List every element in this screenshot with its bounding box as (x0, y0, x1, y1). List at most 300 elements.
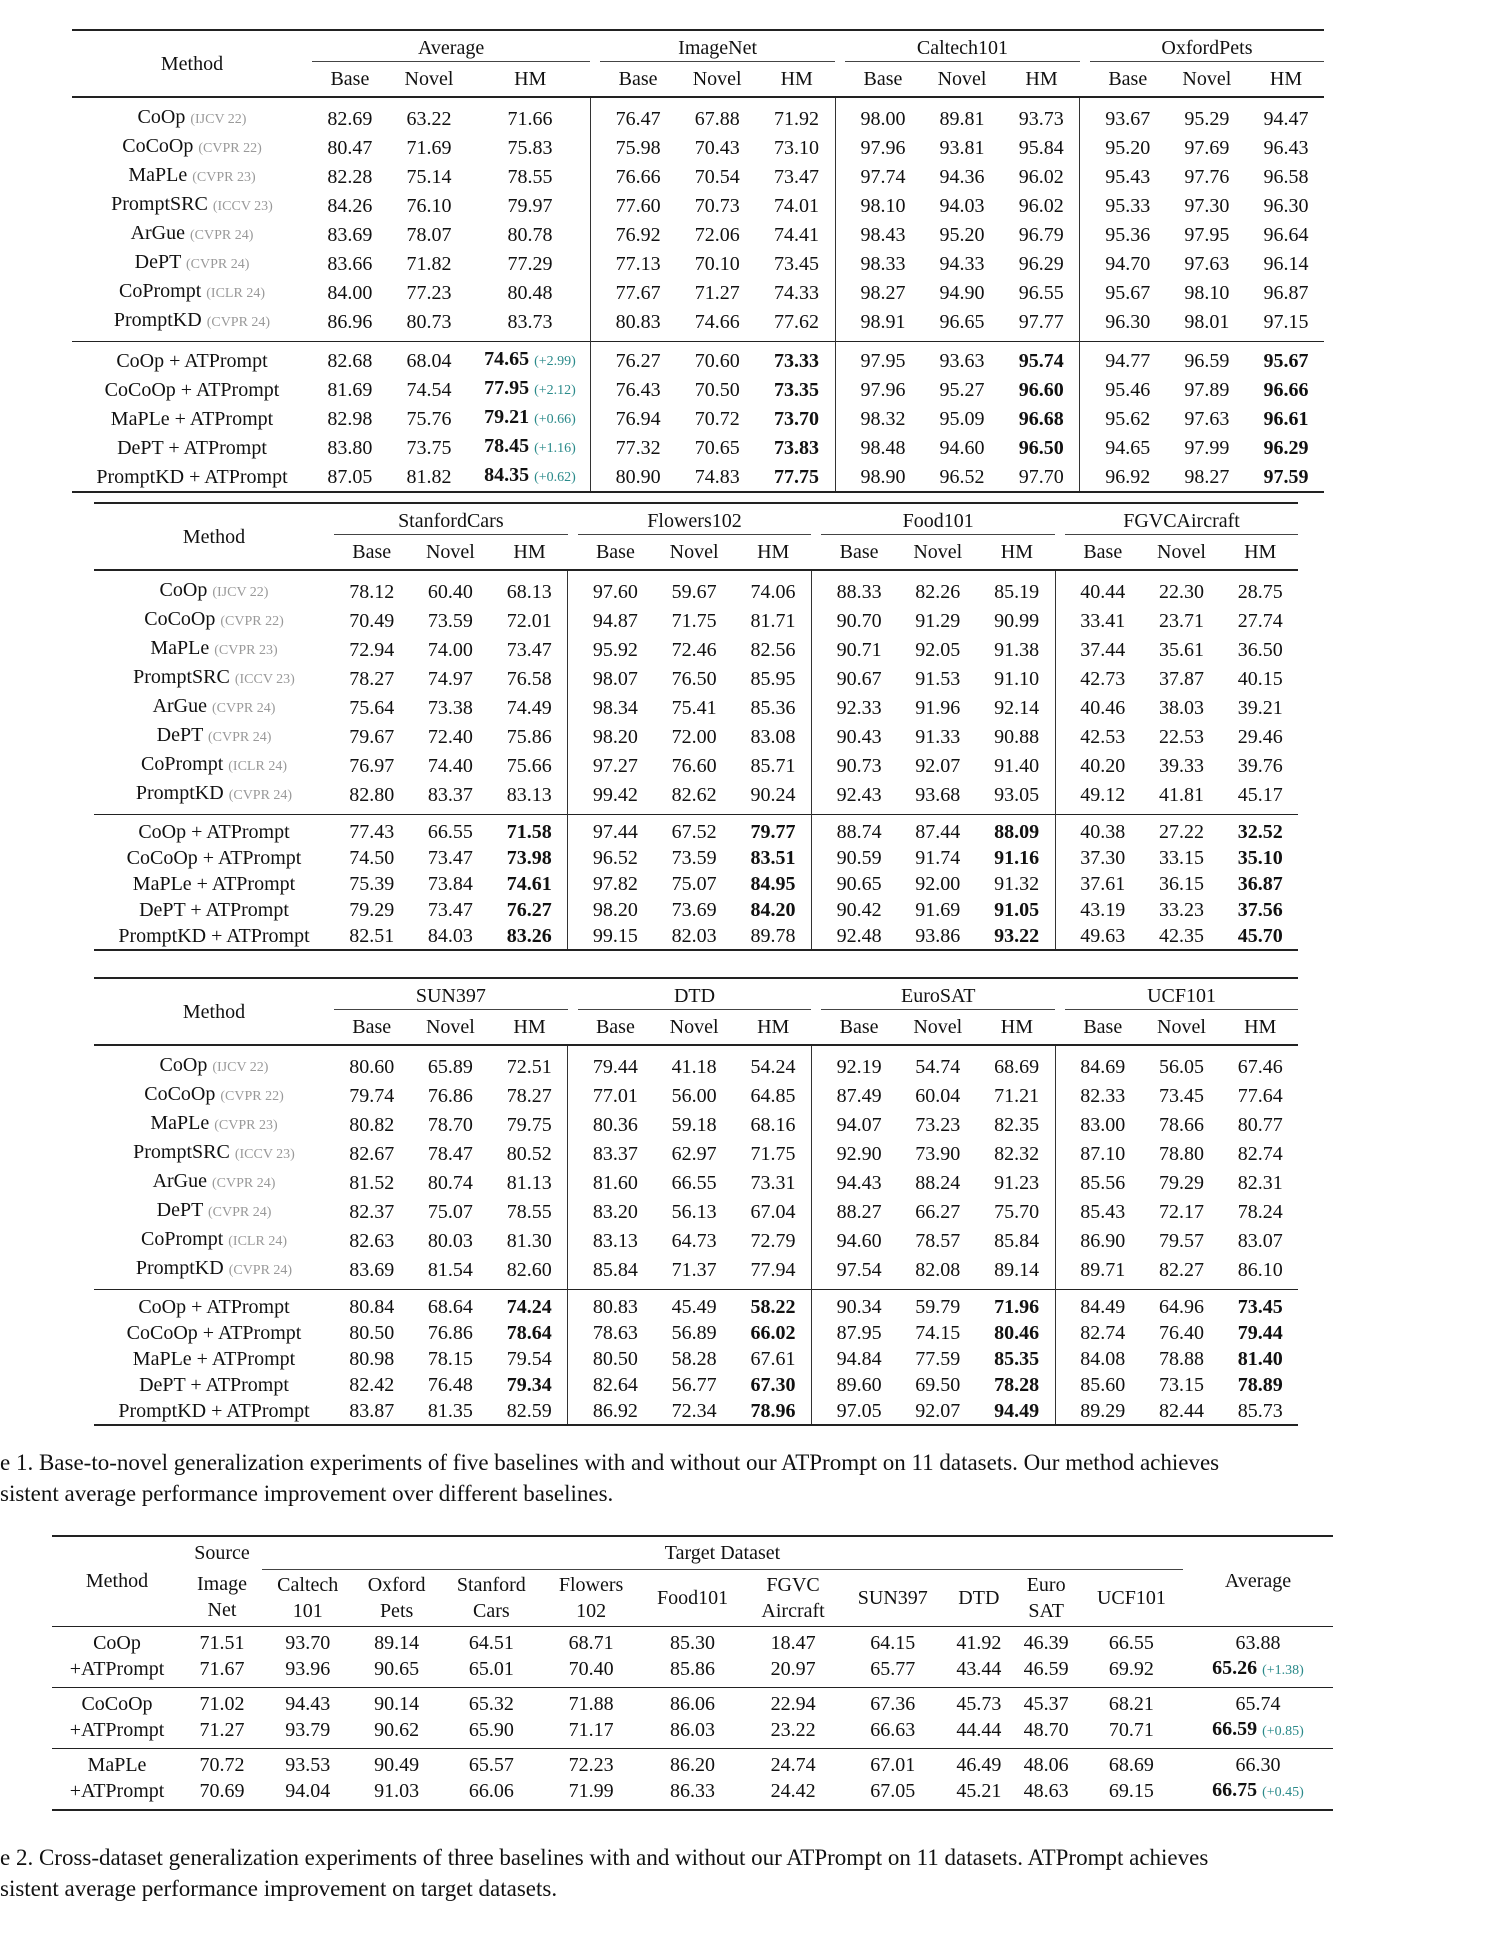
value-cell: 92.07 (915, 754, 961, 777)
value-cell (845, 375, 921, 404)
value-cell: 96.30 (1263, 194, 1309, 217)
value-cell: 85.56 (1080, 1171, 1126, 1194)
method-cell (94, 1045, 334, 1081)
table-row (94, 1139, 1298, 1168)
value-cell: 74.40 (427, 754, 473, 777)
value: 96.52 (592, 847, 638, 869)
venue-label: (CVPR 24) (207, 730, 272, 745)
value: 92.07 (915, 1400, 961, 1422)
table-row (72, 191, 1324, 220)
value-cell (1248, 404, 1324, 433)
value-cell: 92.19 (836, 1055, 882, 1078)
column-header (840, 1569, 945, 1626)
gap (568, 751, 578, 780)
gain-label: (+0.85) (1262, 1723, 1304, 1739)
method-cell (72, 278, 312, 307)
value-cell (1141, 871, 1223, 897)
value: 68.64 (427, 1296, 473, 1318)
value: 95.62 (1105, 407, 1151, 430)
gap (835, 133, 845, 162)
table-row-ours (52, 1656, 1333, 1688)
gap (811, 1197, 821, 1226)
table-row-ours (94, 1346, 1298, 1372)
value-cell: 73.45 (1158, 1084, 1204, 1107)
value-cell: 22.30 (1158, 580, 1204, 603)
metric-header-novel: Novel (409, 1010, 491, 1046)
gap (1055, 1139, 1065, 1168)
value: 83.26 (506, 925, 552, 947)
venue-label: (ICCV 23) (234, 672, 295, 687)
value-cell (735, 897, 811, 923)
value-cell (758, 462, 835, 492)
value-cell (735, 871, 811, 897)
value-cell: 70.49 (349, 609, 395, 632)
gap (568, 693, 578, 722)
metric-header-hm: HM (470, 62, 590, 98)
value-cell: 79.29 (1158, 1171, 1204, 1194)
venue-label: (CVPR 22) (198, 141, 262, 156)
value-cell: 73.47 (506, 638, 552, 661)
value: 74.54 (406, 378, 452, 401)
table-row-ours (72, 462, 1324, 492)
value-cell: 97.30 (1184, 194, 1230, 217)
value-cell: 97.27 (592, 754, 638, 777)
method-cell: CoCoOp (81, 1692, 153, 1715)
value-cell (491, 1372, 567, 1398)
value-cell: 20.97 (746, 1656, 841, 1688)
value-cell (653, 897, 735, 923)
table-row (72, 278, 1324, 307)
gap (1055, 1346, 1065, 1372)
value-cell: 75.14 (406, 165, 452, 188)
value: 95.46 (1105, 378, 1151, 401)
value-cell: 59.67 (671, 580, 717, 603)
value-cell: 78.24 (1237, 1200, 1283, 1223)
venue-label: (CVPR 24) (185, 257, 250, 272)
value-cell: 97.54 (836, 1258, 882, 1281)
value-cell: 95.84 (1018, 136, 1064, 159)
value-cell: 73.23 (915, 1113, 961, 1136)
value-cell (1222, 897, 1298, 923)
metric-header-base: Base (600, 62, 676, 98)
gap (1055, 815, 1065, 846)
method-cell (94, 606, 334, 635)
value-cell: 97.77 (1018, 310, 1064, 333)
value-cell: 73.47 (773, 165, 819, 188)
method-cell (72, 249, 312, 278)
value-cell: 40.15 (1237, 667, 1283, 690)
value-cell (979, 815, 1055, 846)
value-cell (735, 845, 811, 871)
gap (568, 1045, 578, 1081)
value: 96.60 (1018, 378, 1064, 401)
value-cell: 95.33 (1105, 194, 1151, 217)
value-cell: 85.95 (750, 667, 796, 690)
value: 86.92 (592, 1400, 638, 1422)
metric-header-novel: Novel (676, 62, 758, 98)
gap (1055, 693, 1065, 722)
gap (1080, 462, 1090, 492)
gap (568, 1010, 578, 1046)
value: 90.42 (836, 899, 882, 921)
gap (568, 978, 578, 1010)
metric-header-hm: HM (491, 1010, 567, 1046)
value: 94.65 (1105, 436, 1151, 459)
method-cell: +ATPrompt (52, 1778, 182, 1810)
value-cell: 94.36 (939, 165, 985, 188)
value-cell (312, 404, 388, 433)
gain-label: (+0.62) (534, 470, 576, 485)
value-cell: 82.33 (1080, 1084, 1126, 1107)
header-row-columns (52, 1569, 1333, 1626)
value-cell (334, 1398, 409, 1425)
value-cell (897, 1320, 979, 1346)
value-cell: 77.67 (615, 281, 661, 304)
value-cell: 87.10 (1080, 1142, 1126, 1165)
value-cell: 45.73 (956, 1692, 1002, 1715)
metric-header-novel: Novel (1141, 535, 1223, 571)
value-cell: 82.80 (349, 783, 395, 806)
value-cell (897, 871, 979, 897)
value-cell: 28.75 (1237, 580, 1283, 603)
value-cell: 22.94 (770, 1692, 816, 1715)
value: 96.29 (1263, 436, 1309, 459)
value-cell: 91.96 (915, 696, 961, 719)
value-cell (470, 462, 590, 492)
header-row-datasets (72, 30, 1324, 62)
method-name: CoOp (159, 579, 208, 601)
dataset-header: UCF101 (1065, 978, 1298, 1010)
average-value: 66.59 (1212, 1717, 1258, 1740)
dataset-header: SUN397 (334, 978, 568, 1010)
gap (568, 635, 578, 664)
value: 93.22 (994, 925, 1040, 947)
value-cell: 90.43 (836, 725, 882, 748)
value-cell: 99.42 (592, 783, 638, 806)
table-row (94, 606, 1298, 635)
value-cell: 79.74 (349, 1084, 395, 1107)
value-cell (409, 815, 491, 846)
value-cell: 94.90 (939, 281, 985, 304)
method-cell (72, 97, 312, 133)
value-cell (758, 433, 835, 462)
value: 98.32 (860, 407, 906, 430)
value-cell (1141, 923, 1223, 950)
value-cell: 76.47 (615, 107, 661, 130)
value-cell: 91.33 (915, 725, 961, 748)
value-cell: 82.63 (349, 1229, 395, 1252)
value-cell (312, 462, 388, 492)
value-cell: 78.07 (406, 223, 452, 246)
value-cell: 80.73 (406, 310, 452, 333)
method-cell: MaPLe + ATPrompt (132, 873, 296, 895)
value-cell: 88.24 (915, 1171, 961, 1194)
gap (590, 278, 600, 307)
venue-label: (CVPR 23) (192, 170, 256, 185)
value: 73.15 (1158, 1374, 1204, 1396)
value: 99.15 (592, 925, 638, 947)
value: 71.96 (994, 1296, 1040, 1318)
gap (811, 535, 821, 571)
gap (811, 1255, 821, 1290)
value-cell (979, 1346, 1055, 1372)
value-cell: 70.10 (694, 252, 740, 275)
value-cell: 45.17 (1237, 783, 1283, 806)
method-name: CoCoOp (144, 1083, 216, 1105)
average-header: Average (1183, 1536, 1333, 1626)
value-cell (491, 897, 567, 923)
value-cell: 81.60 (592, 1171, 638, 1194)
gap (835, 307, 845, 342)
value-cell: 90.99 (994, 609, 1040, 632)
value-cell: 54.74 (915, 1055, 961, 1078)
gap (1080, 62, 1090, 98)
value-cell (1248, 342, 1324, 376)
value-cell (758, 342, 835, 376)
value: 98.27 (1184, 465, 1230, 488)
value-cell (758, 375, 835, 404)
value-cell: 94.03 (939, 194, 985, 217)
value-cell: 70.43 (694, 136, 740, 159)
column-header-line: Food101 (656, 1586, 729, 1609)
value-cell: 80.78 (507, 223, 553, 246)
value: 73.83 (773, 436, 819, 459)
value-cell (897, 1372, 979, 1398)
value-cell (600, 433, 676, 462)
value-cell (1003, 375, 1080, 404)
value-cell: 39.21 (1237, 696, 1283, 719)
value: 91.74 (915, 847, 961, 869)
gap (568, 570, 578, 606)
gap (835, 342, 845, 376)
gap (811, 1168, 821, 1197)
value: 78.15 (427, 1348, 473, 1370)
value-cell: 67.46 (1237, 1055, 1283, 1078)
value-cell: 98.01 (1184, 310, 1230, 333)
value-cell: 71.02 (199, 1692, 245, 1715)
value-cell: 45.21 (945, 1778, 1012, 1810)
value-cell: 80.03 (427, 1229, 473, 1252)
gap (1080, 97, 1090, 133)
column-header (639, 1569, 745, 1626)
value: 97.95 (860, 349, 906, 372)
gap (568, 845, 578, 871)
method-name: MaPLe (150, 1112, 210, 1134)
value-cell: 75.41 (671, 696, 717, 719)
value-cell (821, 1346, 896, 1372)
gap (811, 845, 821, 871)
value-cell: 73.38 (427, 696, 473, 719)
value: 78.45 (484, 435, 530, 457)
gap (811, 1320, 821, 1346)
value: 80.84 (349, 1296, 395, 1318)
header-row-top (52, 1536, 1333, 1569)
value-cell (388, 404, 470, 433)
gap (1055, 897, 1065, 923)
value-cell (1090, 404, 1166, 433)
value: 73.59 (671, 847, 717, 869)
value-cell (821, 897, 896, 923)
value-cell (600, 404, 676, 433)
column-header (262, 1569, 353, 1626)
value: 85.35 (994, 1348, 1040, 1370)
method-cell: CoOp + ATPrompt (94, 1290, 334, 1321)
average-cell: 63.88 (1235, 1631, 1281, 1654)
value-cell: 56.00 (671, 1084, 717, 1107)
value-cell: 91.10 (994, 667, 1040, 690)
value: 97.05 (836, 1400, 882, 1422)
value-cell: 82.28 (327, 165, 373, 188)
dataset-header: StanfordCars (334, 503, 568, 535)
gap (590, 97, 600, 133)
table1-caption-line1: e 1. Base-to-novel generalization experiments of five baselines with and without our ATPrompt on 11 datasets. Our method achieves (0, 1450, 1220, 1475)
value-cell (653, 1398, 735, 1425)
value-cell (897, 923, 979, 950)
value-cell: 94.70 (1105, 252, 1151, 275)
value-cell: 97.63 (1184, 252, 1230, 275)
gap (1055, 570, 1065, 606)
value-cell (388, 342, 470, 376)
table-row-ours (94, 845, 1298, 871)
average-cell: 65.74 (1235, 1692, 1281, 1715)
value-cell: 90.67 (836, 667, 882, 690)
method-name: DePT (156, 724, 203, 746)
gap (811, 664, 821, 693)
column-header-line: SUN397 (857, 1586, 928, 1609)
value-cell: 64.15 (870, 1631, 916, 1654)
value-cell: 91.53 (915, 667, 961, 690)
value-cell (388, 375, 470, 404)
method-cell: CoCoOp + ATPrompt (126, 847, 302, 869)
value-cell: 93.79 (262, 1717, 353, 1749)
dataset-header: Flowers102 (578, 503, 812, 535)
value-cell: 83.20 (592, 1200, 638, 1223)
value-cell (491, 1290, 567, 1321)
gap (1080, 30, 1090, 62)
value: 79.77 (750, 821, 796, 843)
value-cell (578, 1320, 653, 1346)
method-header: Method (94, 978, 334, 1045)
gap (1055, 923, 1065, 950)
method-cell: DePT + ATPrompt (117, 436, 267, 459)
value: 77.95 (484, 377, 530, 399)
value: 83.80 (327, 436, 373, 459)
value-cell (1166, 433, 1248, 462)
gain-label: (+2.99) (534, 354, 576, 369)
value-cell: 83.69 (349, 1258, 395, 1281)
table1-caption (0, 1447, 1219, 1509)
value: 93.86 (915, 925, 961, 947)
value: 78.96 (750, 1400, 796, 1422)
gap (1055, 780, 1065, 815)
value-cell: 70.69 (182, 1778, 262, 1810)
value: 92.00 (915, 873, 961, 895)
value-cell: 97.69 (1184, 136, 1230, 159)
value-cell: 94.43 (285, 1692, 331, 1715)
gap (1080, 162, 1090, 191)
gap (1055, 1045, 1065, 1081)
value: 33.15 (1158, 847, 1204, 869)
table-row (94, 1045, 1298, 1081)
value-cell: 83.66 (327, 252, 373, 275)
gap (590, 191, 600, 220)
value-cell (1141, 1346, 1223, 1372)
value-cell: 79.67 (349, 725, 395, 748)
table-row (72, 97, 1324, 133)
metric-header-base: Base (1090, 62, 1166, 98)
value-cell (409, 1346, 491, 1372)
value-cell: 82.35 (994, 1113, 1040, 1136)
value-cell: 74.00 (427, 638, 473, 661)
gap (1080, 342, 1090, 376)
value-cell (979, 1372, 1055, 1398)
value-cell: 66.55 (1108, 1631, 1154, 1654)
value-cell (334, 871, 409, 897)
gap (835, 404, 845, 433)
metric-header-base: Base (578, 1010, 653, 1046)
average-cell (1183, 1778, 1333, 1810)
value-cell: 76.92 (615, 223, 661, 246)
gap (590, 342, 600, 376)
value-cell: 70.40 (543, 1656, 639, 1688)
value: 97.63 (1184, 407, 1230, 430)
value-cell (979, 1398, 1055, 1425)
gap (811, 1045, 821, 1081)
value-cell: 23.71 (1158, 609, 1204, 632)
method-name: CoOp (137, 106, 186, 128)
value-cell (578, 845, 653, 871)
value: 56.89 (671, 1322, 717, 1344)
value-cell: 98.07 (592, 667, 638, 690)
value-cell: 90.73 (836, 754, 882, 777)
method-cell: DePT + ATPrompt (139, 1374, 289, 1396)
gap (811, 693, 821, 722)
value: 91.32 (994, 873, 1040, 895)
column-header-line: Image (197, 1573, 247, 1596)
gain-label: (+1.38) (1262, 1662, 1304, 1678)
gap (811, 1139, 821, 1168)
gap (835, 220, 845, 249)
method-cell: PromptKD + ATPrompt (94, 923, 334, 950)
value-cell: 65.89 (427, 1055, 473, 1078)
dataset-header: DTD (578, 978, 812, 1010)
value: 76.94 (615, 407, 661, 430)
value-cell: 43.44 (945, 1656, 1012, 1688)
gap (568, 815, 578, 846)
value-cell (578, 871, 653, 897)
value-cell: 96.65 (939, 310, 985, 333)
value-cell: 68.16 (750, 1113, 796, 1136)
value-cell: 71.75 (750, 1142, 796, 1165)
method-cell: MaPLe + ATPrompt (110, 407, 274, 430)
gap (1055, 1110, 1065, 1139)
value-cell (1222, 1346, 1298, 1372)
value: 93.63 (939, 349, 985, 372)
value-cell: 75.98 (615, 136, 661, 159)
value-cell (735, 1372, 811, 1398)
gap (590, 307, 600, 342)
method-cell (94, 1081, 334, 1110)
gap (1080, 249, 1090, 278)
table2-caption-line2: sistent average performance improvement on target datasets. (0, 1876, 558, 1901)
value-cell: 94.47 (1263, 107, 1309, 130)
gap (835, 462, 845, 492)
table-row-ours (94, 871, 1298, 897)
gap (811, 1226, 821, 1255)
value: 87.05 (327, 465, 373, 488)
method-cell (94, 751, 334, 780)
value-cell: 74.41 (773, 223, 819, 246)
